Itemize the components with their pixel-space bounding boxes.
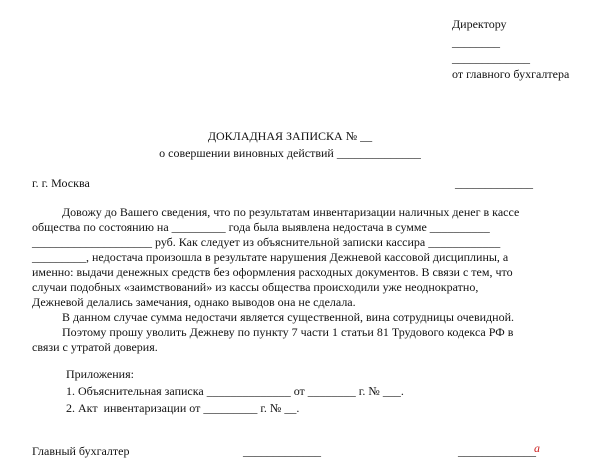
document-title: ДОКЛАДНАЯ ЗАПИСКА № __	[207, 129, 373, 143]
date-blank: _____________	[455, 176, 533, 190]
addressee-to: Директору	[452, 17, 507, 31]
addressee-org-blank: _____________	[452, 51, 530, 65]
addressee-name-blank: ________	[452, 35, 500, 49]
body-line: _________, недостача произошла в результате нарушения Дежневой кассовой дисциплины, а	[32, 250, 509, 264]
attachment-item: 2. Акт инвентаризации от _________ г. № __.	[66, 401, 300, 415]
body-text	[32, 205, 577, 355]
body-line: именно: выдачи денежных средств без оформления расходных документов. В связи с тем, что	[32, 265, 513, 279]
addressee-from: от главного бухгалтера	[452, 67, 570, 81]
body-line: ____________________ руб. Как следует из объяснительной записки кассира ____________	[32, 235, 501, 249]
city-line: г. г. Москва	[32, 176, 90, 190]
signature-name-blank: _____________	[458, 444, 536, 458]
body-line: Дежневой делались замечания, однако выводов она не сделала.	[32, 295, 356, 309]
body-line: общества по состоянию на _________ года была выявлена недостача в сумме __________	[32, 220, 490, 234]
body-line: связи с утратой доверия.	[32, 340, 158, 354]
document-subtitle: о совершении виновных действий ______________	[159, 146, 421, 160]
signature-mark: а	[534, 441, 540, 455]
body-line: Довожу до Вашего сведения, что по результатам инвентаризации наличных денег в кассе	[32, 205, 520, 219]
body-line: Поэтому прошу уволить Дежневу по пункту 7 части 1 статьи 81 Трудового кодекса РФ в	[32, 325, 514, 339]
attachments-heading: Приложения:	[66, 367, 134, 381]
body-line: случаи подобных «заимствований» из кассы общества происходили уже неоднократно,	[32, 280, 479, 294]
signature-role: Главный бухгалтер	[32, 444, 130, 458]
signature-blank: _____________	[243, 444, 321, 458]
body-line: В данном случае сумма недостачи является существенной, вина сотрудницы очевидной.	[32, 310, 514, 324]
attachment-item: 1. Объяснительная записка ______________ от ________ г. № ___.	[66, 384, 404, 398]
